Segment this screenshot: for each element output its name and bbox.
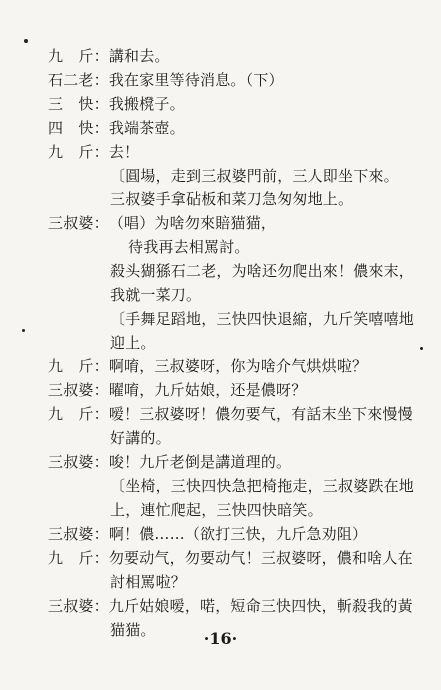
script-line <box>110 333 156 353</box>
speaker-name: 三叔婆： <box>48 381 109 399</box>
script-line <box>110 285 201 305</box>
dialogue-text: 曜唷，九斤姑娘，还是儂呀？ <box>108 381 307 399</box>
dialogue-text: 嗳！三叔婆呀！儂勿要气，有話末坐下來慢慢 <box>108 405 413 423</box>
speaker-name: 九 斤： <box>48 143 109 161</box>
speaker-name: 三叔婆： <box>48 597 109 615</box>
stage-direction-text: 待我再去相罵討。 <box>128 238 250 256</box>
script-line <box>110 261 414 281</box>
stage-direction-text: 〔圓場，走到三叔婆門前，三人即坐下來。 <box>110 167 399 185</box>
stage-direction-text: 猫猫。 <box>110 621 156 639</box>
stage-direction-text: 上，連忙爬起，三快四快暗笑。 <box>110 501 323 519</box>
script-line <box>48 380 306 400</box>
scan-dot <box>420 347 423 350</box>
script-line <box>48 142 139 162</box>
script-line <box>48 548 413 568</box>
dialogue-text: 啊唷，三叔婆呀，你为啥介气烘烘啦？ <box>108 357 368 375</box>
script-line <box>110 476 414 496</box>
script-line <box>48 118 185 138</box>
script-line <box>48 46 170 66</box>
script-line <box>48 356 367 376</box>
script-line <box>48 524 367 544</box>
speaker-name: 三叔婆： <box>48 453 109 471</box>
dialogue-text: 九斤姑娘嗳，喏，短命三快四快，斬殺我的黃 <box>108 597 413 615</box>
stage-direction-text: 三叔婆手拿砧板和菜刀急匆匆地上。 <box>110 190 354 208</box>
script-line <box>110 166 399 186</box>
script-line <box>48 404 413 424</box>
stage-direction-text: 迎上。 <box>110 334 156 352</box>
speaker-name: 九 斤： <box>48 357 109 375</box>
speaker-name: 九 斤： <box>48 47 109 65</box>
speaker-name: 三叔婆： <box>48 525 109 543</box>
script-line <box>110 428 171 448</box>
stage-direction-text: 好講的。 <box>110 429 171 447</box>
stage-direction-text: 我就一菜刀。 <box>110 286 202 304</box>
script-line <box>128 237 250 257</box>
speaker-name: 三叔婆： <box>48 214 109 232</box>
dialogue-text: 我在家里等待消息。（下） <box>108 71 284 89</box>
dialogue-text: 我端茶壺。 <box>108 119 185 137</box>
dialogue-text: 唆！九斤老倒是講道理的。 <box>108 453 292 471</box>
speaker-name: 石二老： <box>48 71 109 89</box>
scan-dot <box>24 39 28 43</box>
stage-direction-text: 殺头猢猻石二老，为啥还勿爬出來！儂來末， <box>110 262 415 280</box>
script-line <box>110 500 323 520</box>
speaker-name: 九 斤： <box>48 549 109 567</box>
speaker-name: 三 快： <box>48 95 109 113</box>
scan-dot <box>22 329 25 332</box>
dialogue-text: 講和去。 <box>108 47 170 65</box>
script-line <box>110 572 186 592</box>
speaker-name: 四 快： <box>48 119 109 137</box>
script-line <box>48 596 413 616</box>
dialogue-text: 勿要动气，勿要动气！三叔婆呀，儂和啥人在 <box>108 549 413 567</box>
page-number: ·16· <box>203 629 238 648</box>
dialogue-text: 去！ <box>108 143 140 161</box>
script-line <box>48 94 185 114</box>
script-line <box>48 70 284 90</box>
script-line <box>48 213 276 233</box>
dialogue-text: 啊！儂……（欲打三快，九斤急劝阻） <box>108 525 368 543</box>
script-line <box>48 452 291 472</box>
script-line <box>110 309 414 329</box>
dialogue-text: 我搬櫈子。 <box>108 95 185 113</box>
stage-direction-text: 〔手舞足蹈地，三快四快退縮，九斤笑嘻嘻地 <box>110 310 415 328</box>
stage-direction-text: 〔坐椅，三快四快急把椅拖走，三叔婆跌在地 <box>110 477 415 495</box>
dialogue-text: （唱）为啥勿來賠猫猫， <box>108 214 277 232</box>
script-line <box>110 189 353 209</box>
stage-direction-text: 討相罵啦？ <box>110 573 187 591</box>
speaker-name: 九 斤： <box>48 405 109 423</box>
